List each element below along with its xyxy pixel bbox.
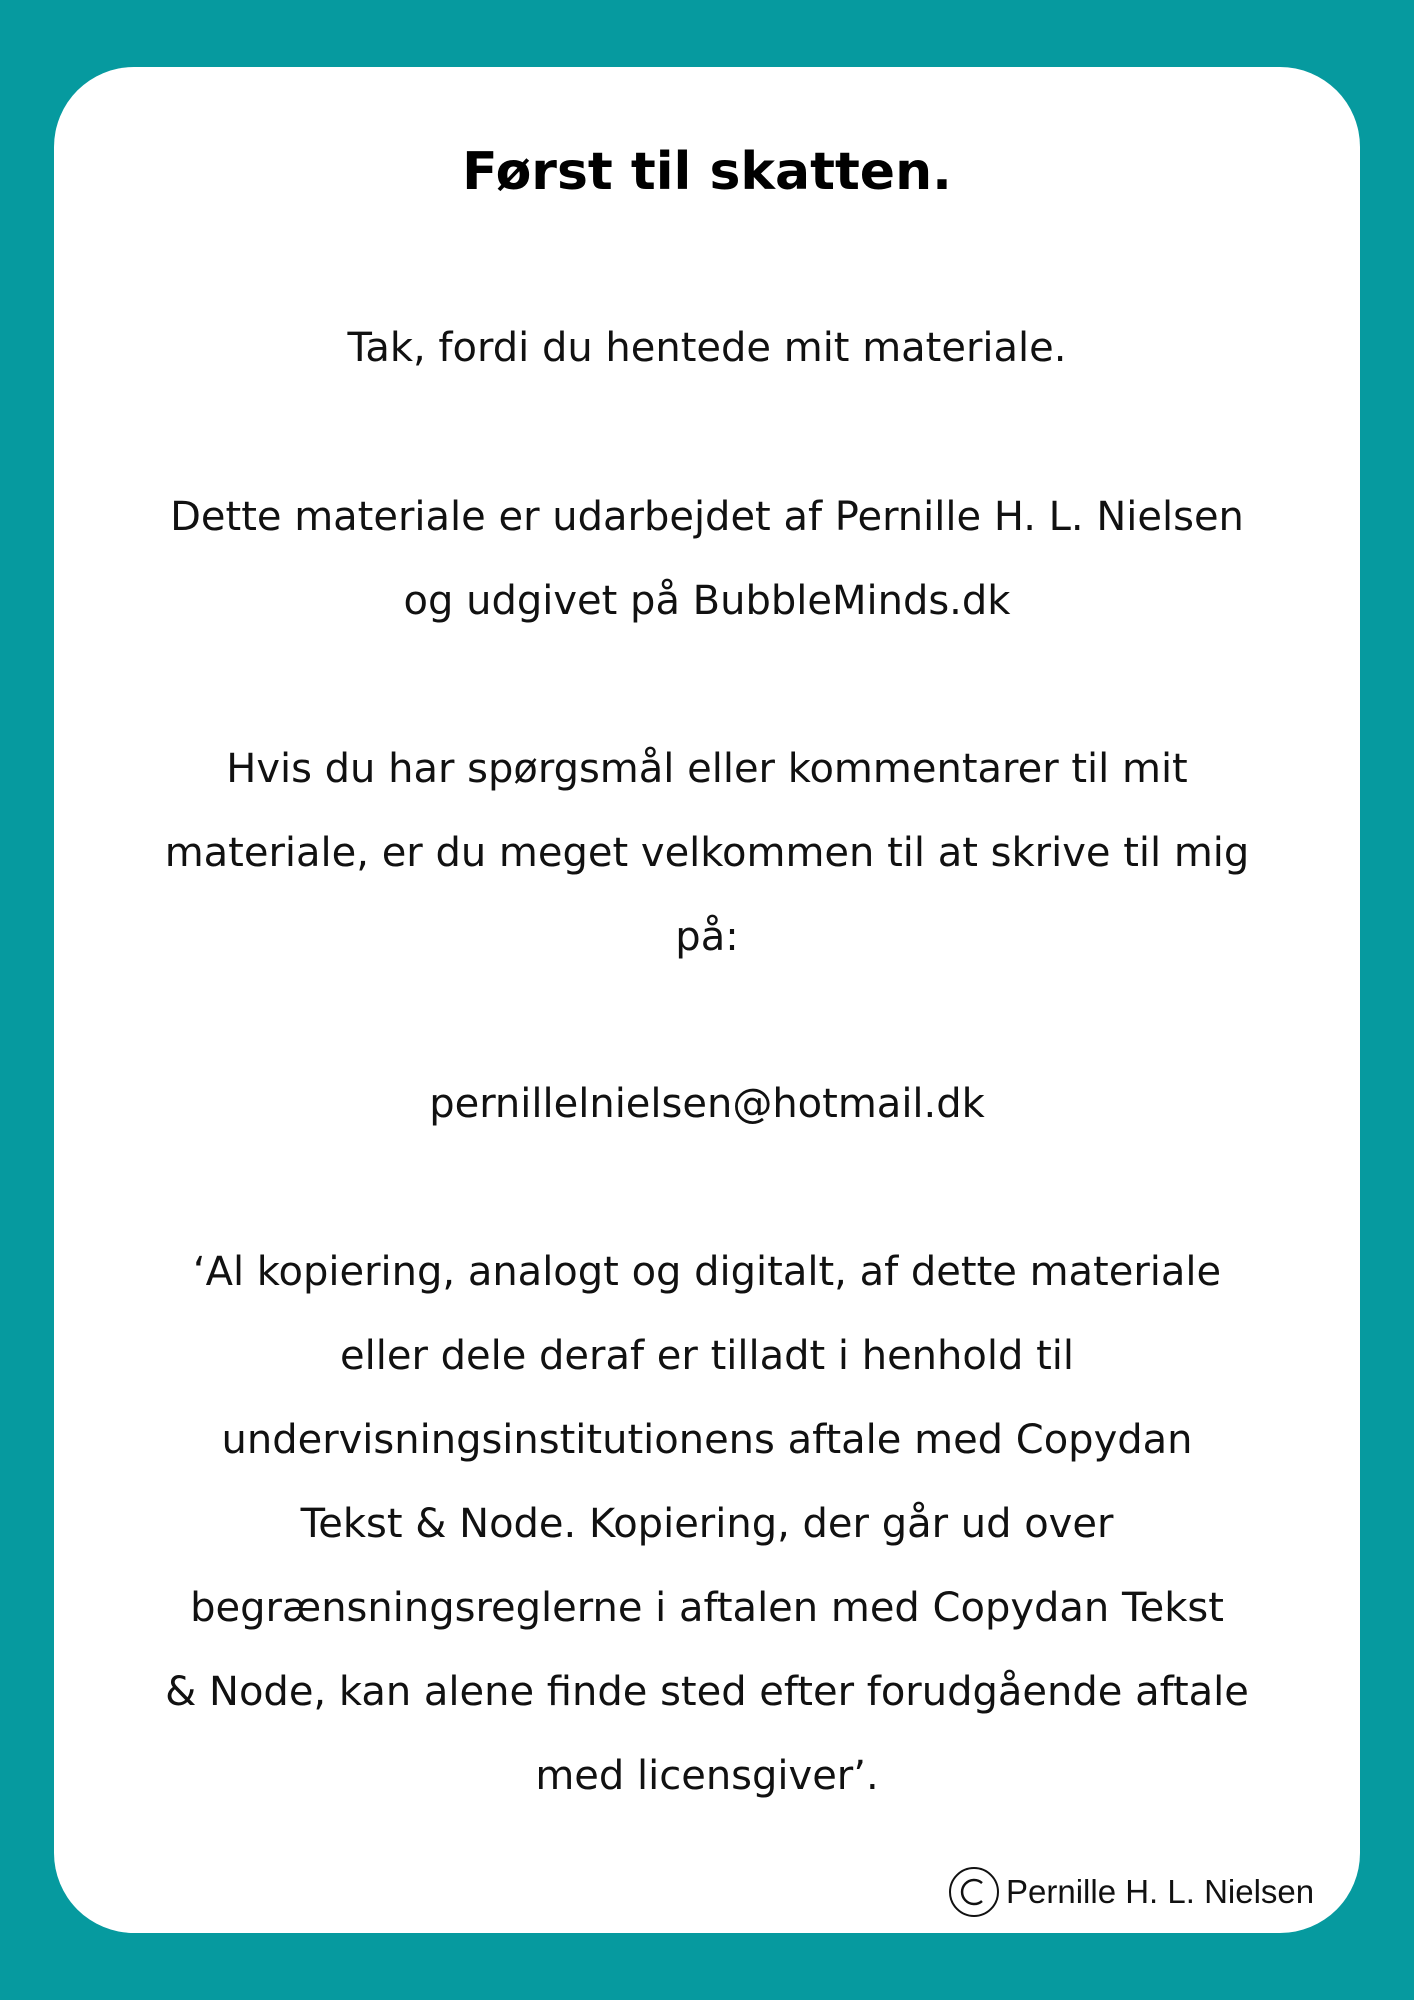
copy-line-4: Tekst & Node. Kopiering, der går ud over <box>300 1501 1114 1547</box>
copyright-notice <box>0 1230 1414 1818</box>
author-line-1: Dette materiale er udarbejdet af Pernille H. L. Nielsen <box>170 494 1244 540</box>
questions-line-1: Hvis du har spørgsmål eller kommentarer til mit <box>226 746 1188 792</box>
copy-line-5: begrænsningsreglerne i aftalen med Copydan Tekst <box>190 1585 1224 1631</box>
email-address: pernillelnielsen@hotmail.dk <box>429 1081 985 1127</box>
thanks-paragraph <box>0 306 1414 390</box>
document-title: Først til skatten. <box>462 142 952 202</box>
footer-author: Pernille H. L. Nielsen <box>1006 1873 1315 1910</box>
copy-line-6: & Node, kan alene finde sted efter forudgående aftale <box>165 1669 1249 1715</box>
copy-line-1: ‘Al kopiering, analogt og digitalt, af dette materiale <box>192 1249 1222 1295</box>
questions-paragraph <box>0 727 1414 979</box>
thanks-line: Tak, fordi du hentede mit materiale. <box>347 325 1067 371</box>
footer-signature <box>948 1864 1314 1920</box>
email-paragraph <box>0 1062 1414 1146</box>
copyright-icon <box>948 1866 1000 1918</box>
copy-line-3: undervisningsinstitutionens aftale med Copydan <box>221 1417 1193 1463</box>
copy-line-7: med licensgiver’. <box>535 1753 879 1799</box>
author-line-2: og udgivet på BubbleMinds.dk <box>403 578 1011 624</box>
questions-line-3: på: <box>675 914 739 960</box>
questions-line-2: materiale, er du meget velkommen til at skrive til mig <box>164 830 1250 876</box>
copy-line-2: eller dele deraf er tilladt i henhold til <box>340 1333 1074 1379</box>
author-paragraph <box>0 475 1414 643</box>
